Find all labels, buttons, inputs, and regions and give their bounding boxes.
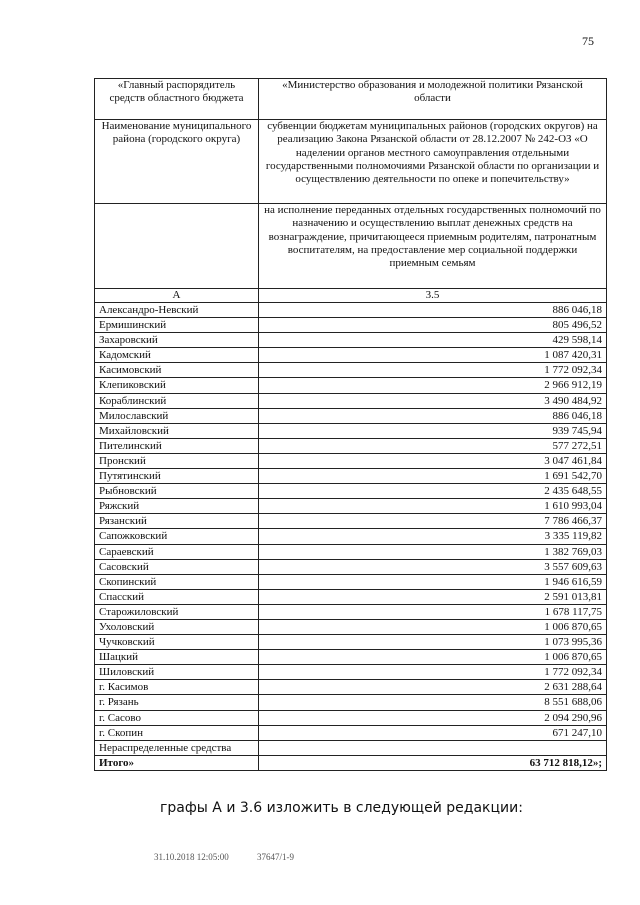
header-row-subvention: [95, 120, 607, 204]
table-row: [95, 635, 607, 650]
district-name: Шацкий: [95, 650, 259, 665]
district-name: Александро-Невский: [95, 303, 259, 318]
table-row: [95, 303, 607, 318]
table-row: [95, 574, 607, 589]
district-name: Рязанский: [95, 514, 259, 529]
table-row: [95, 423, 607, 438]
district-name: Путятинский: [95, 469, 259, 484]
header-distributor-label: «Главный распорядитель средств областного бюджета: [95, 79, 259, 120]
table-row: [95, 725, 607, 740]
table-row: [95, 665, 607, 680]
district-amount: 8 551 688,06: [259, 695, 607, 710]
table-row: [95, 453, 607, 468]
district-amount: 1 382 769,03: [259, 544, 607, 559]
table-row: [95, 650, 607, 665]
header-ministry-name: «Министерство образования и молодежной политики Рязанской области: [259, 79, 607, 120]
header-district-label: Наименование муниципального района (городского округа): [95, 120, 259, 204]
district-amount: 1 946 616,59: [259, 574, 607, 589]
district-amount: 1 691 542,70: [259, 469, 607, 484]
district-name: Захаровский: [95, 333, 259, 348]
document-footer: [154, 852, 320, 862]
district-name: Ряжский: [95, 499, 259, 514]
district-amount: 2 591 013,81: [259, 589, 607, 604]
table-row: [95, 378, 607, 393]
district-name: Ухоловский: [95, 619, 259, 634]
district-name: Сапожковский: [95, 529, 259, 544]
table-row: [95, 318, 607, 333]
district-amount: 886 046,18: [259, 303, 607, 318]
page-number: 75: [582, 34, 594, 48]
column-index-a: А: [95, 289, 259, 303]
total-label: Итого»: [95, 755, 259, 770]
table-row: [95, 393, 607, 408]
table-row: [95, 469, 607, 484]
table-row: [95, 740, 607, 755]
table-row: [95, 619, 607, 634]
district-amount: 939 745,94: [259, 423, 607, 438]
column-index-b: 3.5: [259, 289, 607, 303]
district-name: Сараевский: [95, 544, 259, 559]
district-amount: 429 598,14: [259, 333, 607, 348]
district-amount: 671 247,10: [259, 725, 607, 740]
district-amount: 1 073 995,36: [259, 635, 607, 650]
district-amount: 1 678 117,75: [259, 604, 607, 619]
district-name: Пителинский: [95, 438, 259, 453]
district-amount: 1 772 092,34: [259, 363, 607, 378]
district-amount: 1 610 993,04: [259, 499, 607, 514]
district-amount: 2 094 290,96: [259, 710, 607, 725]
district-name: Клепиковский: [95, 378, 259, 393]
district-name: Михайловский: [95, 423, 259, 438]
district-name: г. Касимов: [95, 680, 259, 695]
district-name: Сасовский: [95, 559, 259, 574]
district-amount: 805 496,52: [259, 318, 607, 333]
district-amount: 577 272,51: [259, 438, 607, 453]
header-row-distributor: [95, 79, 607, 120]
header-subvention-description: субвенции бюджетам муниципальных районов (городских округов) на реализацию Закона Рязанской области от 28.12.2007 № 242-ОЗ «О наделении органов местного самоуправления отдельными государственными полномочиями Рязанской области по организации и осуществлению деятельности по опеке и попечительству»: [259, 120, 607, 204]
district-amount: [259, 740, 607, 755]
table-row: [95, 529, 607, 544]
district-amount: 3 490 484,92: [259, 393, 607, 408]
table-row: [95, 484, 607, 499]
column-index-row: [95, 289, 607, 303]
district-name: Нераспределенные средства: [95, 740, 259, 755]
table-row: [95, 514, 607, 529]
district-name: г. Рязань: [95, 695, 259, 710]
district-name: Милославский: [95, 408, 259, 423]
district-name: Кораблинский: [95, 393, 259, 408]
district-name: г. Скопин: [95, 725, 259, 740]
table-row: [95, 589, 607, 604]
table-row: [95, 695, 607, 710]
district-name: Старожиловский: [95, 604, 259, 619]
table-row: [95, 544, 607, 559]
table-row: [95, 604, 607, 619]
district-amount: 2 435 648,55: [259, 484, 607, 499]
table-row: [95, 333, 607, 348]
table-row: [95, 680, 607, 695]
district-amount: 3 047 461,84: [259, 453, 607, 468]
district-name: Рыбновский: [95, 484, 259, 499]
district-name: Спасский: [95, 589, 259, 604]
district-amount: 1 006 870,65: [259, 650, 607, 665]
footer-timestamp: 31.10.2018 12:05:00: [154, 852, 229, 862]
district-name: г. Сасово: [95, 710, 259, 725]
district-name: Ермишинский: [95, 318, 259, 333]
subvention-table: [94, 78, 607, 771]
table-row: [95, 408, 607, 423]
district-amount: 2 966 912,19: [259, 378, 607, 393]
table-row: [95, 710, 607, 725]
header-empty-cell: [95, 204, 259, 289]
district-amount: 1 006 870,65: [259, 619, 607, 634]
table-row: [95, 363, 607, 378]
header-purpose-description: на исполнение переданных отдельных государственных полномочий по назначению и осуществлению выплат денежных средств на вознаграждение, причитающееся приемным родителям, патронатным воспитателям, на предоставление мер социальной поддержки приемным семьям: [259, 204, 607, 289]
district-name: Скопинский: [95, 574, 259, 589]
amendment-instruction: графы А и 3.6 изложить в следующей редакции:: [160, 800, 523, 816]
district-name: Шиловский: [95, 665, 259, 680]
district-name: Касимовский: [95, 363, 259, 378]
district-amount: 2 631 288,64: [259, 680, 607, 695]
district-amount: 886 046,18: [259, 408, 607, 423]
table-row: [95, 348, 607, 363]
total-row: [95, 755, 607, 770]
district-name: Пронский: [95, 453, 259, 468]
district-amount: 1 772 092,34: [259, 665, 607, 680]
district-name: Кадомский: [95, 348, 259, 363]
district-amount: 3 557 609,63: [259, 559, 607, 574]
table-row: [95, 559, 607, 574]
district-amount: 3 335 119,82: [259, 529, 607, 544]
table-row: [95, 438, 607, 453]
table-row: [95, 499, 607, 514]
table-body: [95, 79, 607, 771]
district-amount: 1 087 420,31: [259, 348, 607, 363]
header-row-purpose: [95, 204, 607, 289]
district-amount: 7 786 466,37: [259, 514, 607, 529]
total-amount: 63 712 818,12»;: [259, 755, 607, 770]
district-name: Чучковский: [95, 635, 259, 650]
footer-document-id: 37647/1-9: [257, 852, 295, 862]
